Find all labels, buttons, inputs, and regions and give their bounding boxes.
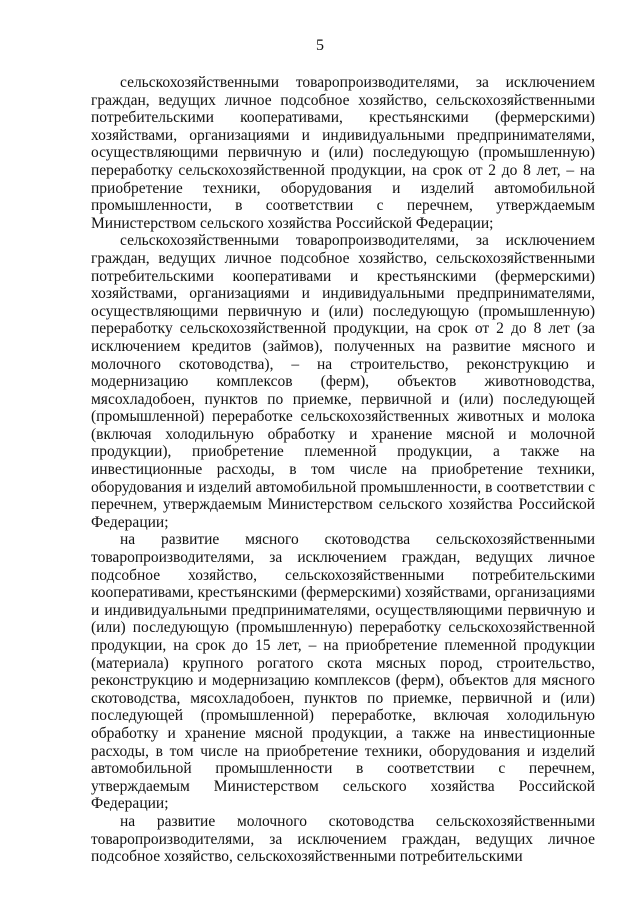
paragraph-beef-cattle-development: на развитие мясного скотоводства сельскохозяйственными товаропроизводителями, за исключением граждан, ведущих личное подсобное хозяйство, сельскохозяйственными потребительскими кооперативами, крестьянскими (фермерскими) хозяйствами, организациями и индивидуальными предпринимателями, осуществляющими первичную и (или) последующую (промышленную) переработку сельскохозяйственной продукции, на срок до 15 лет, – на приобретение племенной продукции (материала) крупного рогатого скота мясных пород, строительство, реконструкцию и модернизацию комплексов (ферм), объектов для мясного скотоводства, мясохладобоен, пунктов по приемке, первичной и (или) последующей (промышленной) переработке, включая холодильную обработку и хранение мясной продукции, а также на инвестиционные расходы, в том числе на приобретение техники, оборудования и изделий автомобильной промышленности в соответствии с перечнем, утверждаемым Министерством сельского хозяйства Российской Федерации; [91,531,595,813]
page-number: 5 [316,37,324,54]
document-body [91,74,595,866]
paragraph-dairy-cattle-development: на развитие молочного скотоводства сельскохозяйственными товаропроизводителями, за исключением граждан, ведущих личное подсобное хозяйство, сельскохозяйственными потребительскими [91,812,595,866]
paragraph-livestock-construction-credits: сельскохозяйственными товаропроизводителями, за исключением граждан, ведущих личное подсобное хозяйство, сельскохозяйственными потребительскими кооперативами и крестьянскими (фермерскими) хозяйствами, организациями и индивидуальными предпринимателями, осуществляющими первичную и (или) последующую (промышленную) переработку сельскохозяйственной продукции, на срок от 2 до 8 лет (за исключением кредитов (займов), полученных на развитие мясного и молочного скотоводства), – на строительство, реконструкцию и модернизацию комплексов (ферм), объектов животноводства, мясохладобоен, пунктов по приемке, первичной и (или) последующей (промышленной) переработке сельскохозяйственных животных и молока (включая холодильную обработку и хранение мясной и молочной продукции), приобретение племенной продукции, а также на инвестиционные расходы, в том числе на приобретение техники, оборудования и изделий автомобильной промышленности, в соответствии с перечнем, утверждаемым Министерством сельского хозяйства Российской Федерации; [91,232,595,531]
paragraph-tech-equipment-credits: сельскохозяйственными товаропроизводителями, за исключением граждан, ведущих личное подсобное хозяйство, сельскохозяйственными потребительскими кооперативами, крестьянскими (фермерскими) хозяйствами, организациями и индивидуальными предпринимателями, осуществляющими первичную и (или) последующую (промышленную) переработку сельскохозяйственной продукции, на срок от 2 до 8 лет, – на приобретение техники, оборудования и изделий автомобильной промышленности, в соответствии с перечнем, утверждаемым Министерством сельского хозяйства Российской Федерации; [91,74,595,232]
